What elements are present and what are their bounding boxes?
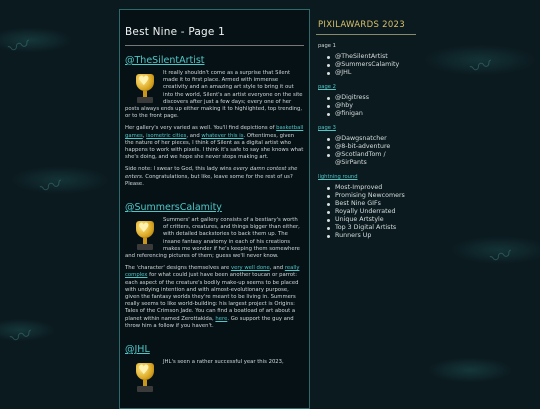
artwork-link[interactable]: whatever this is — [201, 132, 244, 139]
awards-sidebar — [316, 20, 416, 247]
artwork-link[interactable]: very well done — [230, 265, 270, 272]
winner-paragraph: Summers' art gallery consists of a bestiary's worth of critters, creatures, and things bigger than either, with detailed backstories to back them up. The insane fantasy anatomy in each of his creations makes me wonder if he's keeping them somewhere and referencing pictures of them; guess we'll never know. — [125, 217, 300, 260]
sidebar-page-1-list — [316, 53, 416, 77]
sidebar-item: @8-bit-adventure — [327, 143, 416, 151]
winner-paragraph: Side note: I swear to God, this lady wins every damn contest she enters. Congratulations, but like, leave some for the rest of us? Please. — [125, 166, 298, 187]
sidebar-item: Top 3 Digital Artists — [327, 224, 416, 232]
sidebar-lightning-round-list — [316, 184, 416, 240]
sidebar-item: Promising Newcomers — [327, 192, 416, 200]
background-fish-decoration: 〰 — [487, 242, 516, 273]
winner-section — [125, 55, 304, 188]
artwork-link[interactable]: here — [215, 315, 228, 322]
sidebar-lightning-round-link[interactable]: lightning round — [318, 174, 358, 180]
article-panel — [119, 9, 310, 409]
winner-profile-link[interactable]: @JHL — [125, 344, 150, 356]
winner-paragraph: JHL's seen a rather successful year this 2023, — [163, 359, 284, 366]
sidebar-item: @SummersCalamity — [327, 61, 416, 69]
background-fish-decoration: 〰 — [7, 322, 36, 353]
background-fish-decoration: 〰 — [5, 32, 34, 63]
sidebar-item: @hby — [327, 102, 416, 110]
sidebar-item: Most-Improved — [327, 184, 416, 192]
sidebar-item: @TheSilentArtist — [327, 53, 416, 61]
sidebar-divider — [316, 34, 416, 35]
title-divider — [125, 45, 304, 46]
winner-paragraph: The 'character' designs themselves are very well done, and really complex for what could just have been another toucan or parrot: each aspect of the creature's bodily make-up seems to be placed with undying intention and with almost-evolutionary purpose, given the fantasy worlds they're meant to be living in. Summers really seems to like world-building: his largest project is Origins: Tales of the Crimson Jade. You can find a boatload of art about a planet within named Zerottakida, here. Go support the guy and throw him a follow if you haven't. — [125, 265, 300, 329]
background-fish-decoration: 〰 — [467, 52, 496, 83]
winner-heading — [125, 344, 304, 355]
winner-profile-link[interactable]: @TheSilentArtist — [125, 55, 205, 66]
sidebar-item: Runners Up — [327, 232, 416, 240]
sidebar-item: Royally Underrated — [327, 208, 416, 216]
golden-heart-trophy-icon: ♥ — [133, 221, 157, 251]
winner-profile-link[interactable]: @SummersCalamity — [125, 202, 222, 214]
sidebar-item: Best Nine GIFs — [327, 200, 416, 208]
sidebar-page-2-link[interactable]: page 2 — [318, 84, 336, 90]
background-fish-decoration: 〰 — [37, 172, 66, 203]
sidebar-page-3-list — [316, 135, 416, 167]
sidebar-page-1-label: page 1 — [318, 43, 336, 49]
winner-section — [125, 344, 304, 379]
artwork-link[interactable]: really complex — [125, 265, 300, 279]
sidebar-item: @Digitress — [327, 94, 416, 102]
winner-paragraph: It really shouldn't come as a surprise that Silent made it to first place. Armed with immense creativity and an amazing art style to bring it out into the world, Silent's an artist everyone on the site discovers after just a few days; every one of her posts always ends up either making it to highlighted, top trending, or to the front page. — [125, 70, 303, 120]
sidebar-item: @JHL — [327, 69, 416, 77]
golden-heart-trophy-icon: ♥ — [133, 74, 157, 104]
sidebar-page-3-link[interactable]: page 3 — [318, 125, 336, 131]
sidebar-title: PIXILAWARDS 2023 — [318, 20, 405, 30]
winner-heading — [125, 202, 304, 213]
sidebar-item: @ScotlandTom / @SirPants — [327, 151, 416, 167]
artwork-link[interactable]: basketball games — [125, 125, 304, 139]
sidebar-item: Unique Artstyle — [327, 216, 416, 224]
sidebar-item: @Dawgsnatcher — [327, 135, 416, 143]
golden-heart-trophy-icon: ♥ — [133, 363, 157, 393]
artwork-link[interactable]: isometric cities — [146, 132, 187, 139]
winner-heading — [125, 55, 304, 66]
sidebar-page-2-list — [316, 94, 416, 118]
winner-paragraph: Her gallery's very varied as well. You'll find depictions of basketball games, isometric cities, and whatever this is. Oftentimes, given the nature of her pieces, I think of Silent as a digital artist who happens to work with pixels. I think it's safe to say she knows what she's doing, and we hope she never stops making art. — [125, 125, 304, 161]
winner-section — [125, 202, 304, 330]
page-title: Best Nine - Page 1 — [125, 26, 225, 38]
sidebar-item: @finigan — [327, 110, 416, 118]
